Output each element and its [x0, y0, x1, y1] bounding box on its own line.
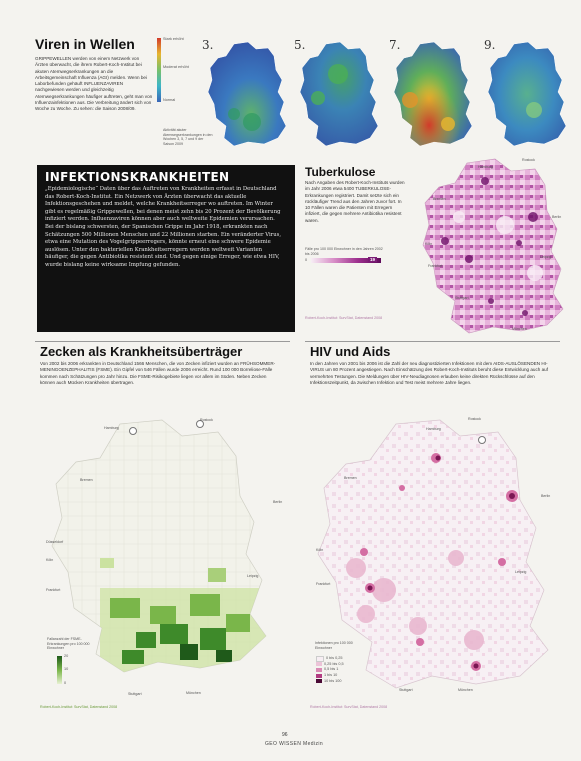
hiv-legend-title: Infektionen pro 100 000 Einwohner: [315, 641, 353, 650]
tb-city-koeln: Köln: [425, 242, 433, 246]
zecken-title: Zecken als Krankheitsüberträger: [40, 344, 243, 359]
zecken-city-rostock: Rostock: [200, 418, 213, 422]
hiv-legend-label-4: 10 bis 100: [324, 678, 342, 683]
tb-city-stuttgart: Stuttgart: [455, 296, 469, 300]
hiv-city-koeln: Köln: [316, 548, 324, 552]
zecken-city-frankfurt: Frankfurt: [46, 588, 61, 592]
map-week-3: [208, 42, 286, 146]
hiv-title: HIV und Aids: [310, 344, 391, 359]
hiv-legend-label-2: 0,5 bis 1: [324, 667, 339, 672]
tb-city-berlin: Berlin: [552, 215, 562, 219]
zecken-city-stuttgart: Stuttgart: [128, 692, 142, 696]
page-number: 96: [282, 732, 288, 738]
tb-city-rostock: Rostock: [522, 158, 535, 162]
zecken-city-bremen: Bremen: [80, 478, 93, 482]
influenza-maps: [200, 36, 580, 148]
infektion-title: INFEKTIONSKRANKHEITEN: [45, 170, 230, 184]
hiv-legend-row: [316, 678, 362, 684]
tb-legend-min: 0: [305, 258, 308, 262]
hiv-city-berlin: Berlin: [541, 494, 551, 498]
hiv-city-stuttgart: Stuttgart: [399, 688, 413, 692]
section-divider-right: [305, 341, 560, 342]
hiv-city-leipzig: Leipzig: [515, 570, 527, 574]
zecken-legend-0: 0: [64, 681, 67, 685]
hiv-pin-hamburg: [478, 436, 486, 444]
hiv-city-frankfurt: Frankfurt: [316, 582, 331, 586]
map-week-9: [488, 42, 566, 146]
section-divider-left: [35, 341, 290, 342]
zecken-city-duesseldorf: Düsseldorf: [46, 540, 64, 544]
viren-title: Viren in Wellen: [35, 36, 135, 52]
week-label-3: 3.: [202, 38, 214, 52]
zecken-legend-20: 20: [64, 654, 69, 658]
zecken-city-muenchen: München: [186, 691, 201, 695]
hiv-legend-label-1: 0,25 bis 0,5: [324, 661, 344, 666]
zecken-city-hamburg: Hamburg: [104, 426, 119, 430]
tb-source: Robert-Koch-Institut: SurvStat, Datenstand 2008: [305, 316, 383, 320]
infektion-box: [37, 165, 295, 332]
map-week-5: [300, 42, 378, 146]
zecken-text: Von 2002 bis 2006 erkrankten in Deutschland 1566 Menschen, die von Zecken infiziert wurden an FRÜHSOMMER-MENINGOENZEPHALITIS (FSME). Ein Gipfel von 546 Fällen wurde 2006 erreicht. Rund 100 000 Borreliose-Fälle kommen nach Schätzungen pro Jahr hinzu. Die FSME-Risikogebiete liegen vor allem im Süden. Neben Zecken können auch Mücken Krankheiten übertragen.: [40, 361, 276, 385]
week-label-7: 7.: [389, 38, 401, 52]
week-label-5: 5.: [294, 38, 306, 52]
hiv-city-rostock: Rostock: [468, 417, 481, 421]
map-week-7: [394, 42, 472, 146]
footer-label: GEO WISSEN Medizin: [265, 741, 324, 747]
tb-city-hamburg: Hamburg: [478, 165, 493, 169]
tb-city-frankfurt: Frankfurt: [428, 264, 443, 268]
week-label-9: 9.: [484, 38, 496, 52]
viren-caption: Aktivität akuter Atemwegserkrankungen in den Wochen 3, 5, 7 und 9 der Saison 2009: [163, 128, 213, 146]
tb-legend-max: 19: [370, 257, 376, 262]
tb-city-muenchen: München: [512, 327, 527, 331]
hiv-city-bremen: Bremen: [344, 476, 357, 480]
hiv-legend-label-0: 0 bis 0,25: [326, 656, 343, 661]
hiv-city-muenchen: München: [458, 688, 473, 692]
tb-city-bremen: Bremen: [433, 197, 446, 201]
zecken-city-koeln: Köln: [46, 558, 54, 562]
influenza-legend-bar: [157, 38, 161, 102]
zecken-source: Robert-Koch-Institut: SurvStat, Datenstand 2008: [40, 705, 118, 709]
zecken-legend-bar: [57, 656, 62, 684]
hiv-legend: [316, 656, 362, 684]
tuberculosis-map: [415, 155, 565, 335]
hiv-source: Robert-Koch-Institut: SurvStat, Datenstand 2008: [310, 705, 388, 709]
tb-legend-title: Fälle pro 100 000 Einwohner in den Jahren 2002 bis 2006: [305, 247, 383, 256]
legend-stark: Stark erhöht: [163, 37, 184, 41]
zecken-city-leipzig: Leipzig: [247, 574, 259, 578]
infektion-text: „Epidemiologische“ Daten über das Auftreten von Krankheiten erfasst in Deutschland das Robert-Koch-Institut. Ein Netzwerk von Ärzten überwacht das aktuelle Infektionsgeschehen und meldet, welche Krankheitserreger wo auftreten. Im Winter gibt es regelmäßig Grippewellen, bei denen meist zehn bis 20 Prozent der Bevölkerung infiziert werden. Influenzaviren können aber auch weltweite Epidemien verursachen. Bei der bislang schwersten, der Spanischen Grippe im Jahr 1918, erkrankten nach Schätzungen 500 Millionen Menschen und 22 Millionen starben. Ein veränderter Virus, etwa eine Mutation des Vogelgrippeerregers, könnte erneut eine schwere Epidemie auslösen. Unter den bakteriellen Krankheitserregern werden weltweit Varianten häufiger, die gegen Antibiotika resistent sind. Und gegen einige Erreger, wie etwa HIV, wurde bislang keine wirksame Impfung gefunden.: [45, 186, 282, 268]
zecken-city-berlin: Berlin: [273, 500, 283, 504]
hiv-city-hamburg: Hamburg: [426, 427, 441, 431]
legend-moderat: Moderat erhöht: [163, 65, 189, 69]
tb-city-leipzig: Leipzig: [540, 255, 552, 259]
tuberkulose-title: Tuberkulose: [305, 165, 376, 179]
viren-text: GRIPPEWELLEN werden von einem Netzwerk von Ärzten überwacht, die ihrem Robert-Koch-Institut bei akuten Atemwegserkrankungen an die Arbeitsgemeinschaft Influenza (AGI) melden. Wenn bei Laborbefunden gehäuft INFLUENZAVIREN nachgewiesen werden und gleichzeitig Atemwegserkrankungen häufiger auftreten, geht man von Influenzainfektionen aus. Die Verbreitung ändert sich von Woche zu Woche. Zu sehen: die Saison 2008/09.: [35, 56, 153, 112]
zecken-legend-10: 10: [64, 667, 69, 671]
hiv-legend-label-3: 1 bis 10: [324, 673, 338, 678]
legend-normal: Normal: [163, 98, 176, 102]
zecken-pin-hamburg: [129, 427, 137, 435]
tuberkulose-text: Nach Angaben des Robert-Koch-Instituts wurden im Jahr 2006 etwa 5400 TUBERKULOSE-Erkrankungen registriert. Damit setzte sich ein rückläufiger Trend aus den Jahren zuvor fort. In 10 Fällen waren die Patienten mit Erregern infiziert, die gegen mehrere Antibiotika resistent waren.: [305, 180, 405, 223]
hiv-text: In den Jahren von 2001 bis 2006 ist die Zahl der neu diagnostizierten Infektionen mit dem AIDS-AUSLÖSENDEN HI-VIRUS um 80 Prozent angestiegen. Nach Einschätzung des Robert-Koch-Instituts beruht diese Entwicklung auch auf vermehrten Testungen. Die Meldungen über HIV-Neudiagnosen erlauben keine direkten Rückschlüsse auf den Infektionszeitpunkt, da zwischen Infektion und Test meist mehrere Jahre liegen.: [310, 361, 548, 385]
zecken-legend-title: Fallanzahl der FSME-Erkrankungen pro 100 000 Einwohner: [47, 637, 90, 651]
